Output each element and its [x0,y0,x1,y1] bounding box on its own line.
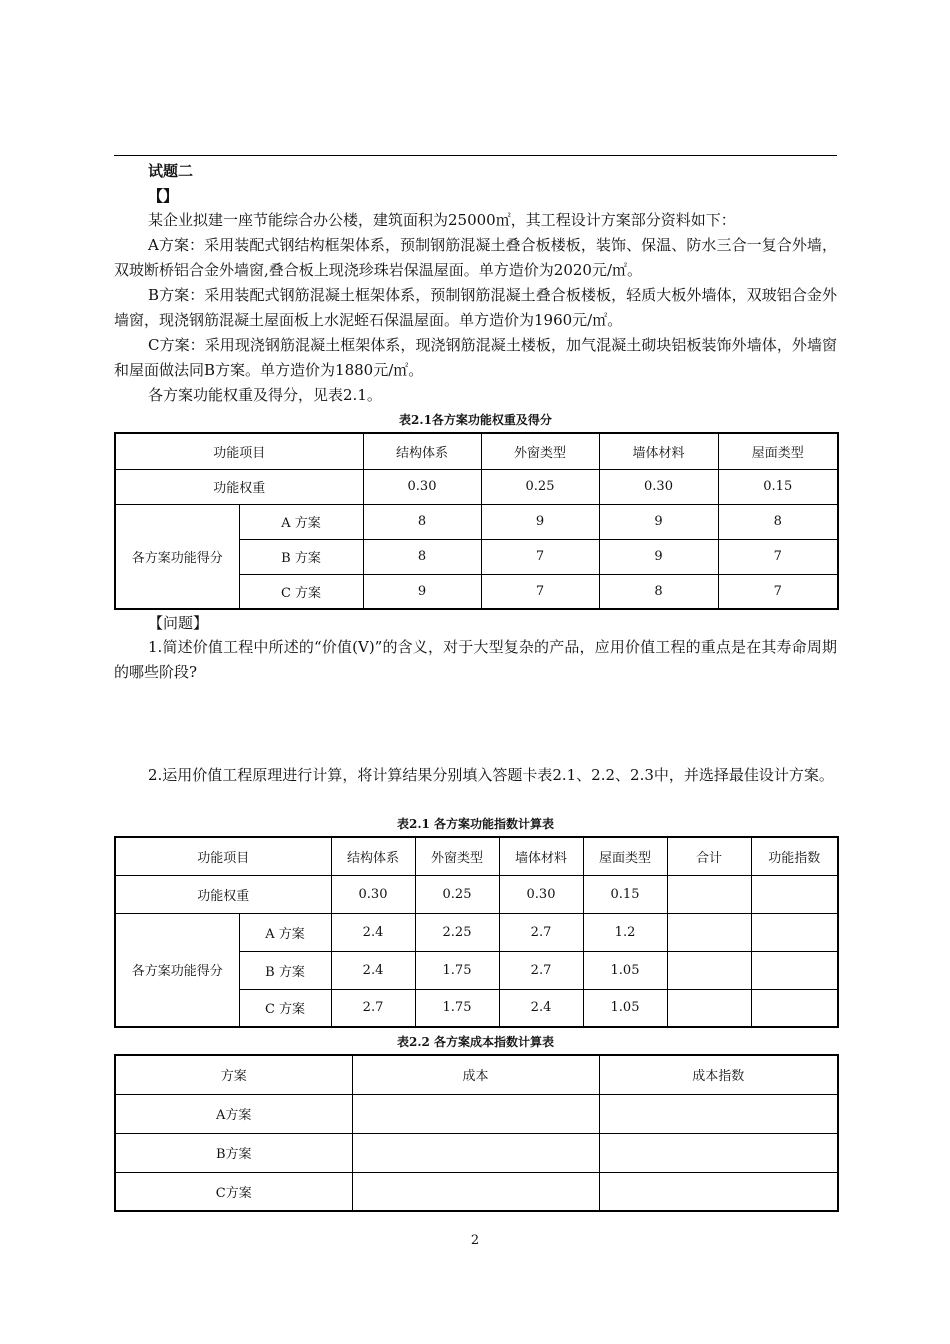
table2-score-cell: 2.7 [499,913,583,951]
table1-plan-label: B 方案 [239,539,363,574]
plan-c-paragraph: C方案：采用现浇钢筋混凝土框架体系，现浇钢筋混凝土楼板，加气混凝土砌块铝板装饰外墙体，外墙窗和屋面做法同B方案。单方造价为1880元/㎡。 [114,336,837,379]
table1-score-cell: 7 [718,574,838,609]
table3-caption: 表2.2 各方案成本指数计算表 [396,1035,555,1049]
table3-header-plan: 方案 [115,1055,352,1094]
table2-weight-cell: 0.30 [331,875,415,913]
table3-empty-cell [352,1133,599,1172]
plan-a-paragraph: A方案：采用装配式钢结构框架体系，预制钢筋混凝土叠合板楼板，装饰、保温、防水三合一复合外墙，双玻断桥铝合金外墙窗,叠合板上现浇珍珠岩保温屋面。单方造价为2020元/㎡。 [114,236,837,279]
table2-header-function-index: 功能指数 [751,837,838,875]
table1-header-roof: 屋面类型 [718,433,838,469]
table2-header-roof: 屋面类型 [583,837,667,875]
table2-score-cell: 1.75 [415,951,499,989]
table1-weight-cell: 0.30 [599,469,718,504]
table2-header-structure: 结构体系 [331,837,415,875]
table2-empty-cell [667,989,751,1027]
table2-score-cell: 1.2 [583,913,667,951]
table1-caption: 表2.1各方案功能权重及得分 [399,413,552,427]
table1-score-cell: 7 [718,539,838,574]
question-2: 2.运用价值工程原理进行计算，将计算结果分别填入答题卡表2.1、2.2、2.3中，并选择最佳设计方案。 [148,766,834,784]
table2-group-label: 各方案功能得分 [115,913,239,1027]
table2-header-wall: 墙体材料 [499,837,583,875]
function-index-table [114,836,839,1028]
table2-weight-cell: 0.15 [583,875,667,913]
table3-header-cost-index: 成本指数 [599,1055,838,1094]
table2-plan-label: B 方案 [239,951,331,989]
table2-caption: 表2.1 各方案功能指数计算表 [396,817,555,831]
table3-empty-cell [599,1094,838,1133]
table1-plan-label: C 方案 [239,574,363,609]
table2-score-cell: 1.05 [583,989,667,1027]
table1-weight-label: 功能权重 [115,469,363,504]
table2-empty-cell [751,875,838,913]
weights-intro-paragraph: 各方案功能权重及得分，见表2.1。 [148,386,382,404]
table1-score-cell: 8 [363,539,481,574]
table2-weight-cell: 0.25 [415,875,499,913]
section-title: 试题二 [148,162,194,180]
table1-score-cell: 9 [363,574,481,609]
table2-weight-cell: 0.30 [499,875,583,913]
table1-score-cell: 7 [481,574,599,609]
table2-empty-cell [667,875,751,913]
page-number: 2 [470,1233,480,1248]
table1-score-cell: 8 [599,574,718,609]
table1-group-label: 各方案功能得分 [115,504,239,609]
table2-empty-cell [751,989,838,1027]
table2-header-item: 功能项目 [115,837,331,875]
table1-header-structure: 结构体系 [363,433,481,469]
table2-score-cell: 1.75 [415,989,499,1027]
table1-score-cell: 8 [363,504,481,539]
table2-score-cell: 2.25 [415,913,499,951]
table2-header-total: 合计 [667,837,751,875]
table3-header-cost: 成本 [352,1055,599,1094]
table2-score-cell: 2.4 [331,913,415,951]
table2-empty-cell [667,951,751,989]
table3-empty-cell [352,1094,599,1133]
intro-paragraph: 某企业拟建一座节能综合办公楼，建筑面积为25000㎡，其工程设计方案部分资料如下： [148,211,736,229]
table1-score-cell: 8 [718,504,838,539]
function-weight-table [114,432,839,610]
table3-plan-label: A方案 [115,1094,352,1133]
table2-weight-label: 功能权重 [115,875,331,913]
cost-index-table [114,1054,839,1212]
table2-score-cell: 2.7 [499,951,583,989]
table3-empty-cell [599,1133,838,1172]
top-rule [114,155,837,156]
table1-weight-cell: 0.15 [718,469,838,504]
table1-plan-label: A 方案 [239,504,363,539]
table3-plan-label: C方案 [115,1172,352,1211]
table3-empty-cell [352,1172,599,1211]
table1-header-wall: 墙体材料 [599,433,718,469]
table1-header-window: 外窗类型 [481,433,599,469]
table2-plan-label: C 方案 [239,989,331,1027]
table1-score-cell: 9 [599,504,718,539]
table1-score-cell: 9 [481,504,599,539]
table2-header-window: 外窗类型 [415,837,499,875]
table3-plan-label: B方案 [115,1133,352,1172]
table2-score-cell: 1.05 [583,951,667,989]
question-1: 1.简述价值工程中所述的“价值(V)”的含义，对于大型复杂的产品，应用价值工程的重点是在其寿命周期的哪些阶段? [114,638,837,681]
table2-plan-label: A 方案 [239,913,331,951]
table2-score-cell: 2.4 [331,951,415,989]
table1-weight-cell: 0.25 [481,469,599,504]
questions-heading: 【问题】 [148,614,209,632]
table2-score-cell: 2.4 [499,989,583,1027]
plan-b-paragraph: B方案：采用装配式钢筋混凝土框架体系，预制钢筋混凝土叠合板楼板，轻质大板外墙体，双玻铝合金外墙窗，现浇钢筋混凝土屋面板上水泥蛭石保温屋面。单方造价为1960元/㎡。 [114,286,837,329]
table2-empty-cell [751,951,838,989]
table2-empty-cell [751,913,838,951]
table1-header-item: 功能项目 [115,433,363,469]
table3-empty-cell [599,1172,838,1211]
table1-weight-cell: 0.30 [363,469,481,504]
table2-empty-cell [667,913,751,951]
table1-score-cell: 7 [481,539,599,574]
table1-score-cell: 9 [599,539,718,574]
table2-score-cell: 2.7 [331,989,415,1027]
bracket-heading: 【】 [148,187,179,205]
